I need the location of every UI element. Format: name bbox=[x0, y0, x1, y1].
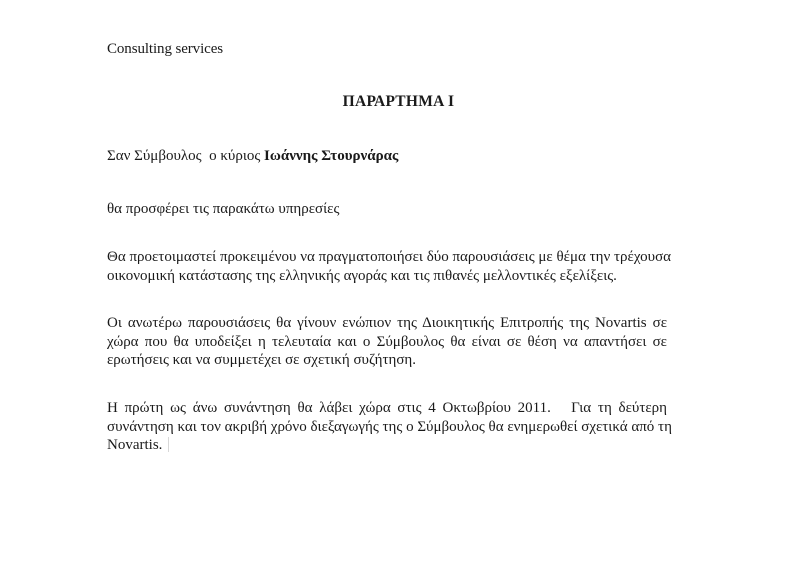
paragraph-meeting bbox=[107, 399, 672, 455]
paragraph-line: Η πρώτη ως άνω συνάντηση θα λάβει χώρα στις 4 Οκτωβρίου 2011. Για τη δεύτερη bbox=[107, 400, 667, 416]
paragraph-committee bbox=[107, 314, 667, 370]
advisor-name: Ιωάννης Στουρνάρας bbox=[264, 148, 399, 164]
paragraph-line: χώρα που θα υποδείξει η τελευταία και ο Σύμβουλος θα είναι σε θέση να απαντήσει σε bbox=[107, 333, 667, 350]
paragraph-line: συνάντηση και τον ακριβή χρόνο διεξαγωγής της ο Σύμβουλος θα ενημερωθεί σχετικά από τη bbox=[107, 418, 672, 435]
paragraph-line: ερωτήσεις και να συμμετέχει σε σχετική συζήτηση. bbox=[107, 352, 416, 368]
advisor-prefix: Σαν Σύμβουλος ο κύριος bbox=[107, 148, 265, 164]
paragraph-line: οικονομική κατάστασης της ελληνικής αγοράς και τις πιθανές μελλοντικές εξελίξεις. bbox=[107, 267, 617, 284]
annex-title: ΠΑΡΑΡΤΗΜΑ Ι bbox=[342, 93, 455, 110]
paragraph-line-last bbox=[107, 436, 667, 455]
paragraph-presentations bbox=[107, 248, 672, 285]
advisor-line bbox=[107, 148, 398, 165]
header-label: Consulting services bbox=[107, 41, 224, 57]
services-intro: θα προσφέρει τις παρακάτω υπηρεσίες bbox=[107, 201, 340, 217]
text-cursor-mark bbox=[168, 437, 169, 452]
paragraph-line: Θα προετοιμαστεί προκειμένου να πραγματοποιήσει δύο παρουσιάσεις με θέμα την τρέχουσα bbox=[107, 249, 672, 265]
paragraph-line: Οι ανωτέρω παρουσιάσεις θα γίνουν ενώπιον της Διοικητικής Επιτροπής της Novartis σε bbox=[107, 315, 667, 331]
paragraph-line-text: Novartis. bbox=[107, 437, 163, 453]
